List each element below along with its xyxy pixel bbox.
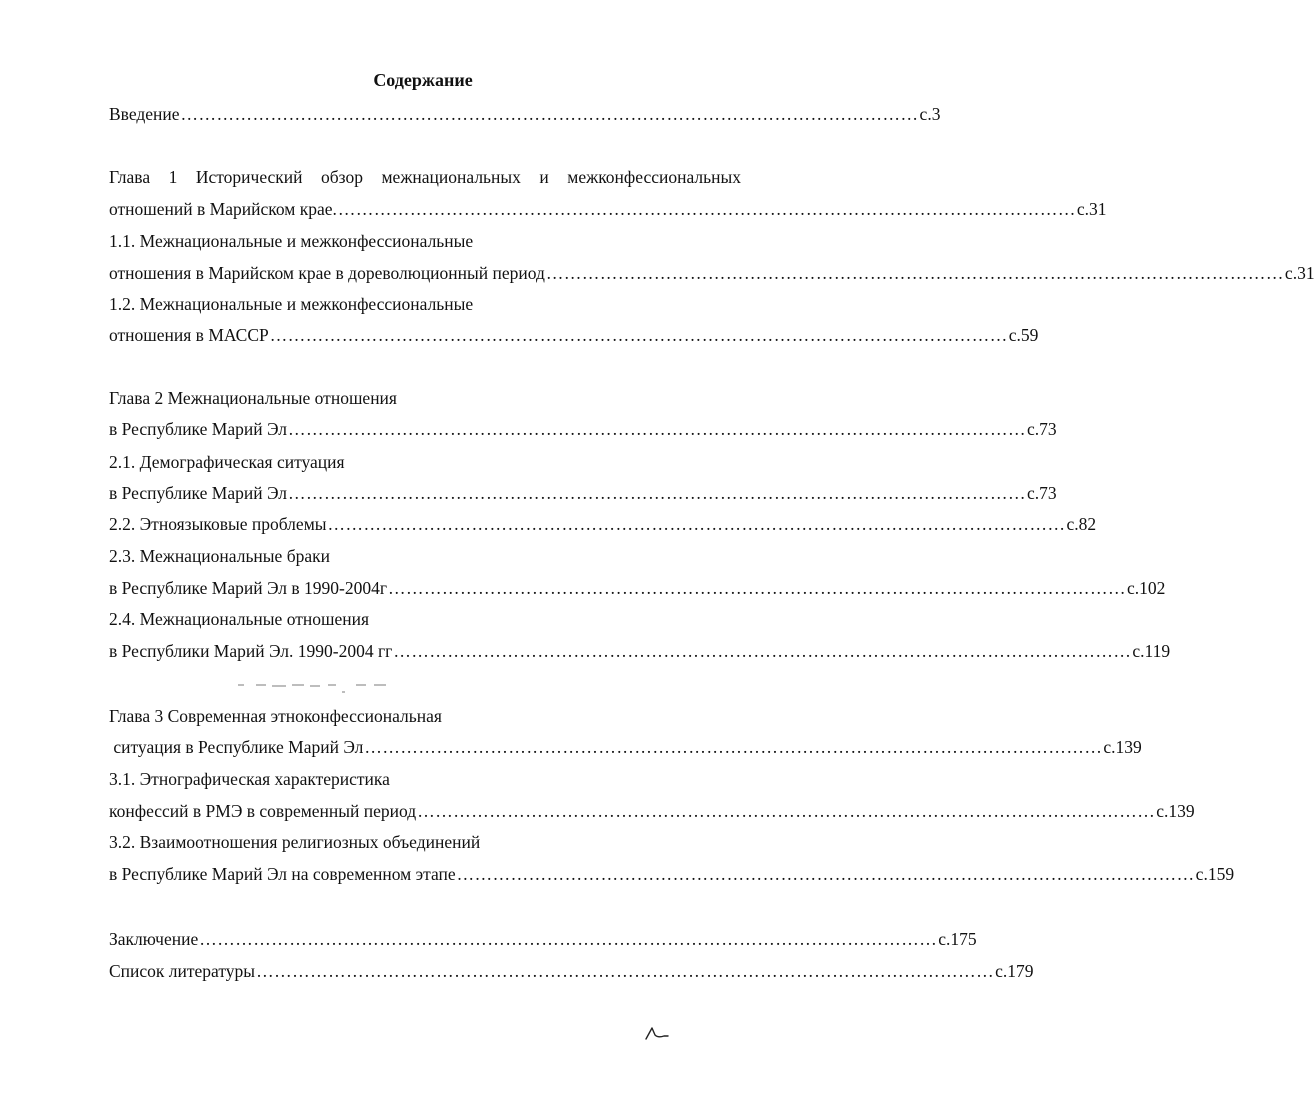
toc-page-number: с.3: [919, 104, 941, 124]
toc-leader-dots: ……………………………………………………………………………………………………………: [327, 514, 1066, 534]
toc-section-1-1-heading: 1.1. Межнациональные и межконфессиональные: [109, 231, 474, 251]
toc-entry-text: Заключение: [109, 929, 199, 949]
toc-entry-intro: [109, 103, 941, 125]
toc-leader-dots: ……………………………………………………………………………………………………………: [288, 483, 1027, 503]
toc-page-number: с.59: [1008, 325, 1039, 345]
toc-page-number: с.82: [1066, 514, 1097, 534]
toc-entry-conclusion: [109, 928, 977, 950]
toc-entry-chapter-3: [109, 736, 1142, 758]
toc-page-number: с.31: [1284, 263, 1315, 283]
toc-page-number: с.159: [1195, 864, 1235, 884]
page-title: Содержание: [373, 70, 473, 90]
toc-page-number: с.31: [1076, 199, 1107, 219]
toc-entry-text: конфессий в РМЭ в современный период: [109, 801, 417, 821]
toc-leader-dots: ……………………………………………………………………………………………………………: [288, 419, 1027, 439]
toc-entry-text: Введение: [109, 104, 180, 124]
toc-section-2-4-heading: 2.4. Межнациональные отношения: [109, 609, 369, 629]
toc-page-number: с.73: [1027, 419, 1057, 439]
toc-section-2-3-heading: 2.3. Межнациональные браки: [109, 546, 330, 566]
toc-section-3-2-heading: 3.2. Взаимоотношения религиозных объединений: [109, 832, 481, 852]
toc-chapter-2-heading: Глава 2 Межнациональные отношения: [109, 388, 397, 408]
toc-entry-text: в Республики Марий Эл. 1990-2004 гг: [109, 641, 393, 661]
toc-entry-section-3-2: [109, 863, 1235, 885]
toc-leader-dots: ……………………………………………………………………………………………………………: [364, 737, 1103, 757]
toc-entry-chapter-1: [109, 198, 1107, 220]
toc-entry-section-3-1: [109, 800, 1195, 822]
toc-entry-section-2-4: [109, 640, 1171, 662]
toc-entry-chapter-2: [109, 418, 1057, 440]
toc-section-1-2-heading: 1.2. Межнациональные и межконфессиональные: [109, 294, 474, 314]
toc-entry-text: 2.2. Этноязыковые проблемы: [109, 514, 327, 534]
toc-entry-section-2-1: [109, 482, 1057, 504]
handwritten-mark: [643, 1022, 671, 1044]
toc-entry-text: Список литературы: [109, 961, 256, 981]
toc-chapter-1-heading: Глава 1 Исторический обзор межнациональных и межконфессиональных: [109, 167, 741, 187]
toc-page-number: с.73: [1027, 483, 1057, 503]
toc-entry-text: в Республике Марий Эл на современном этапе: [109, 864, 456, 884]
toc-leader-dots: ……………………………………………………………………………………………………………: [199, 929, 938, 949]
toc-leader-dots: ……………………………………………………………………………………………………………: [545, 263, 1284, 283]
toc-entry-text: отношений в Марийском крае.: [109, 199, 337, 219]
toc-entry-section-2-2: [109, 513, 1097, 535]
toc-entry-section-1-2: [109, 324, 1039, 346]
toc-page-number: с.102: [1127, 578, 1166, 598]
toc-entry-text: в Республике Марий Эл в 1990-2004г: [109, 578, 388, 598]
toc-entry-text: отношения в МАССР: [109, 325, 269, 345]
toc-entry-text: ситуация в Республике Марий Эл: [109, 737, 364, 757]
toc-entry-text: в Республике Марий Эл: [109, 419, 288, 439]
toc-leader-dots: ……………………………………………………………………………………………………………: [256, 961, 995, 981]
scan-artifact: [238, 680, 398, 694]
toc-leader-dots: ……………………………………………………………………………………………………………: [456, 864, 1195, 884]
toc-entry-text: в Республике Марий Эл: [109, 483, 288, 503]
toc-page-number: с.139: [1156, 801, 1195, 821]
toc-leader-dots: ……………………………………………………………………………………………………………: [337, 199, 1076, 219]
toc-entry-section-2-3: [109, 577, 1166, 599]
toc-page-number: с.175: [938, 929, 977, 949]
toc-leader-dots: ……………………………………………………………………………………………………………: [393, 641, 1132, 661]
toc-leader-dots: ……………………………………………………………………………………………………………: [269, 325, 1008, 345]
toc-leader-dots: ……………………………………………………………………………………………………………: [388, 578, 1127, 598]
toc-section-2-1-heading: 2.1. Демографическая ситуация: [109, 452, 345, 472]
toc-entry-text: отношения в Марийском крае в дореволюционный период: [109, 263, 545, 283]
toc-leader-dots: ……………………………………………………………………………………………………………: [180, 104, 919, 124]
toc-entry-section-1-1: [109, 262, 1315, 284]
toc-leader-dots: ……………………………………………………………………………………………………………: [417, 801, 1156, 821]
toc-page-number: с.179: [995, 961, 1034, 981]
toc-section-3-1-heading: 3.1. Этнографическая характеристика: [109, 769, 390, 789]
toc-page-number: с.139: [1103, 737, 1142, 757]
toc-chapter-3-heading: Глава 3 Современная этноконфессиональная: [109, 706, 442, 726]
toc-entry-references: [109, 960, 1034, 982]
toc-page-number: с.119: [1132, 641, 1171, 661]
